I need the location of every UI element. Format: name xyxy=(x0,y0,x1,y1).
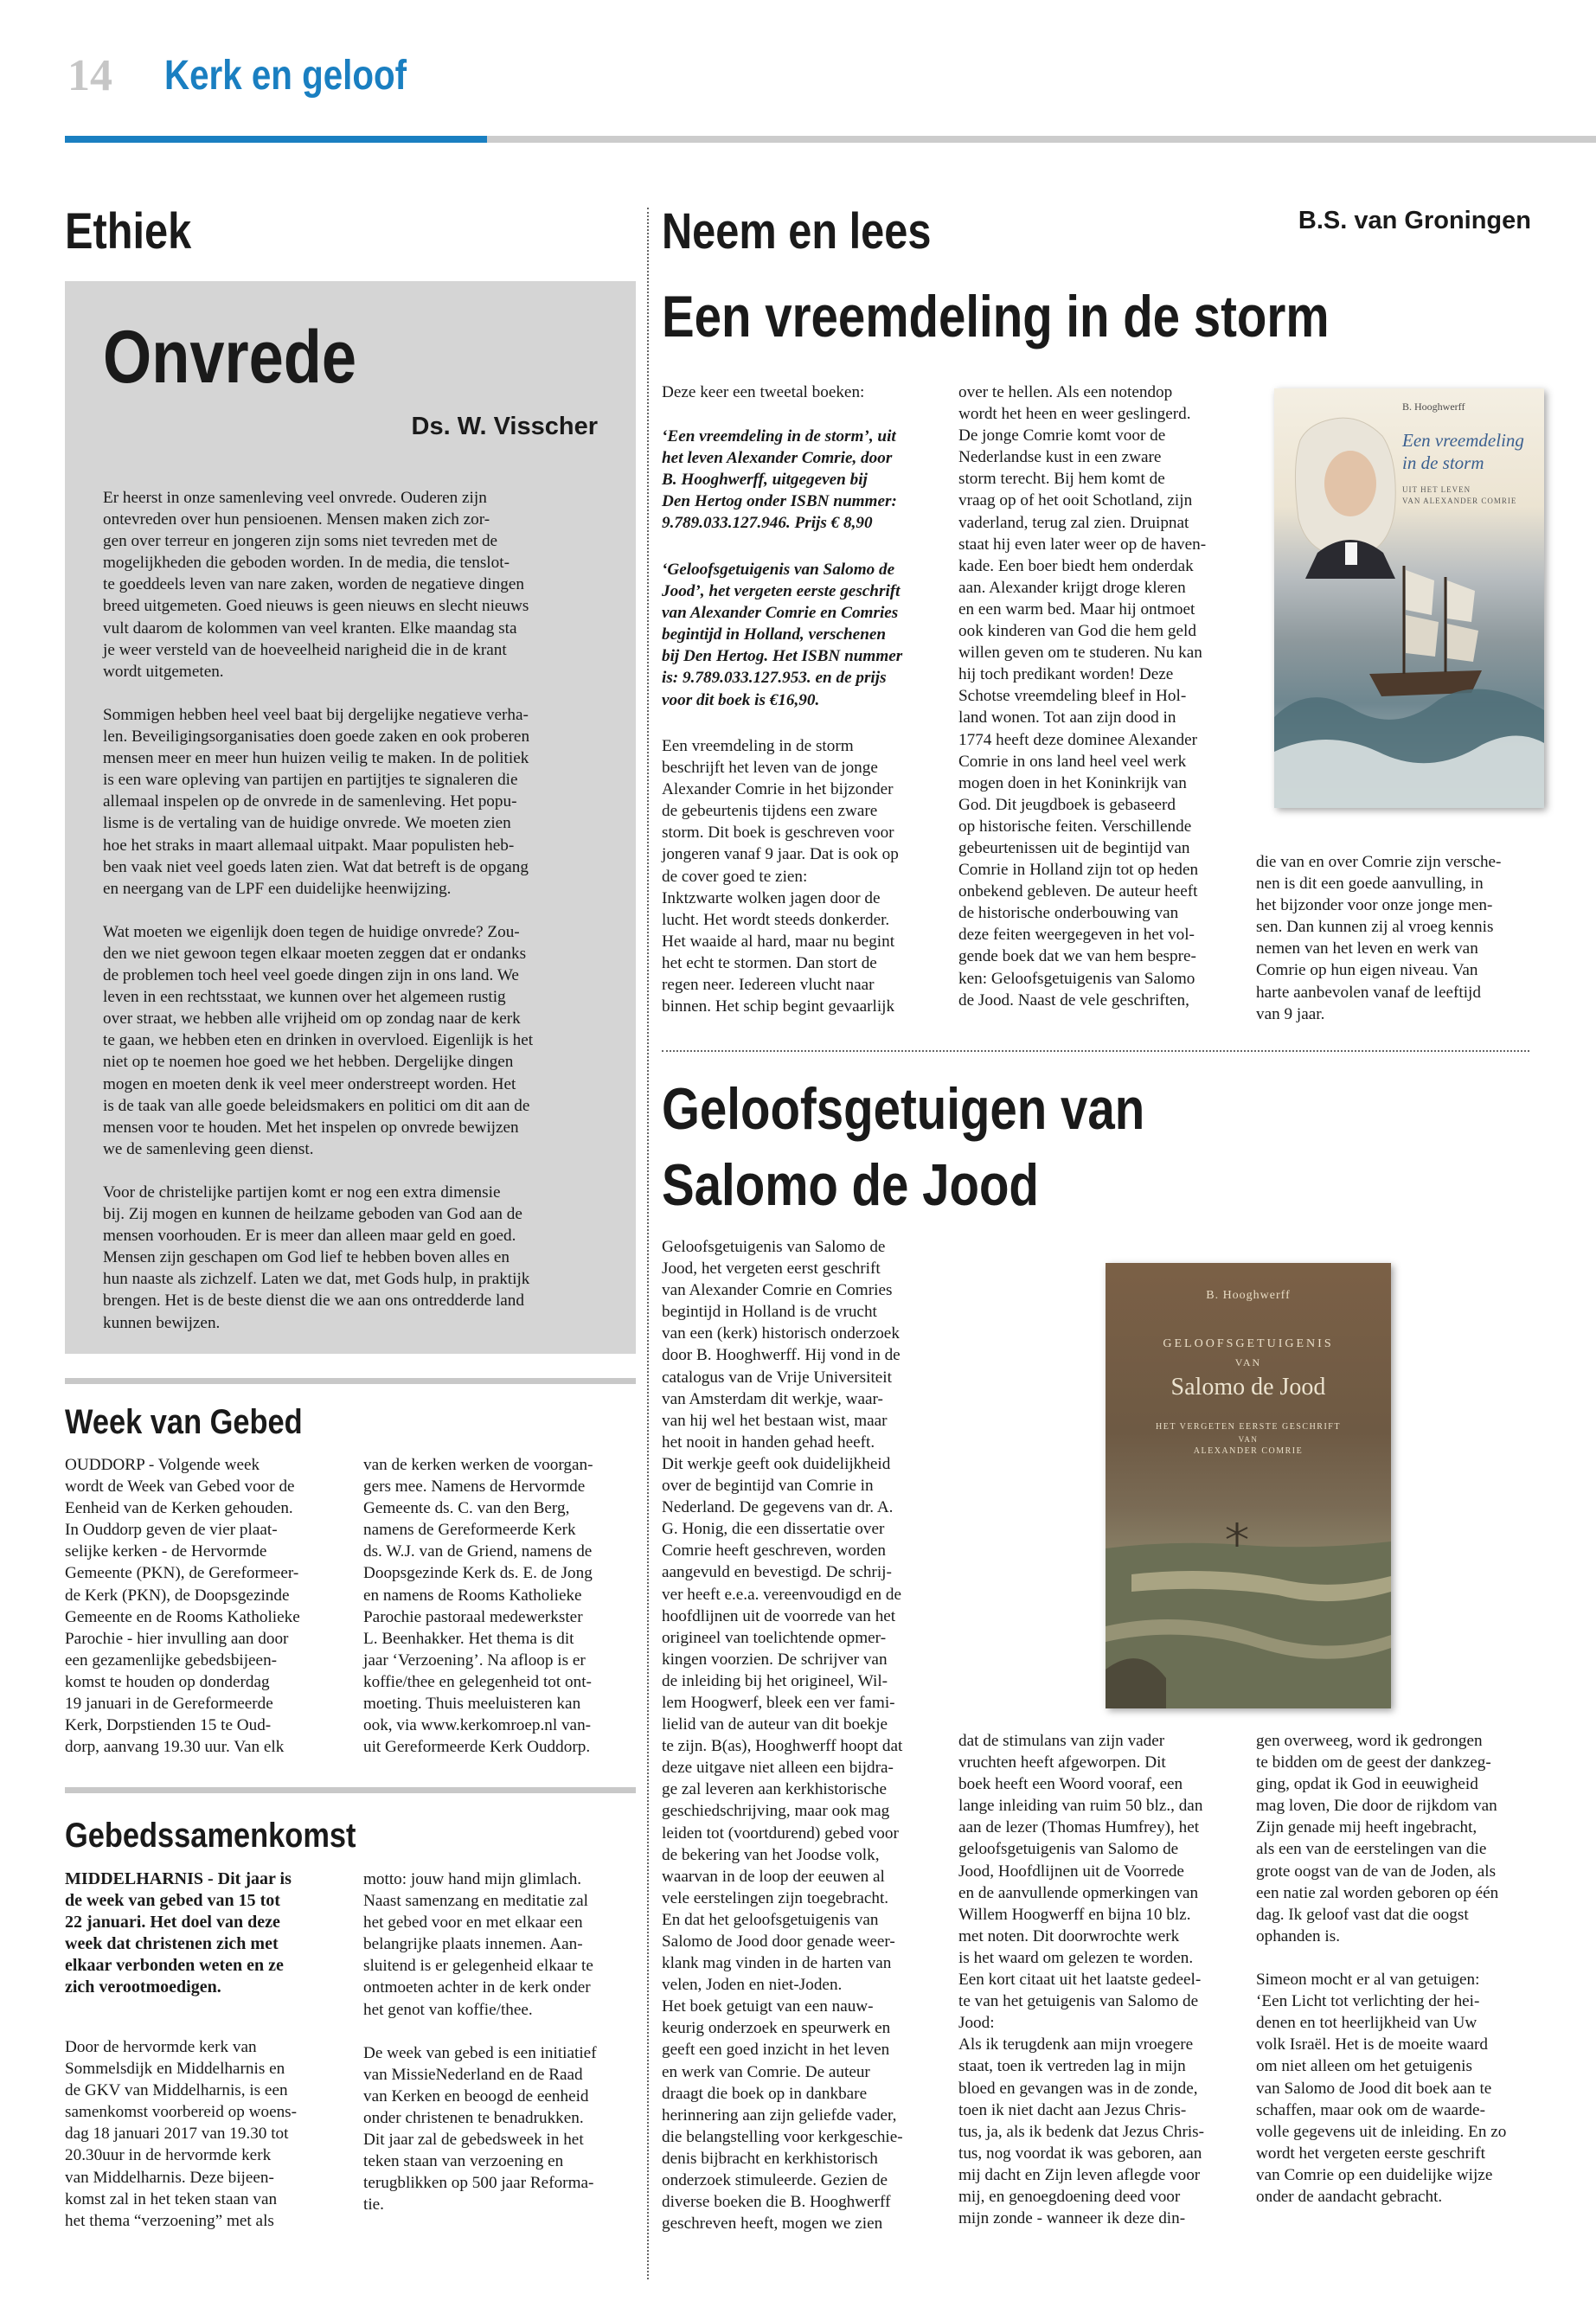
cover-sub-line3: ALEXANDER COMRIE xyxy=(1193,1446,1304,1456)
ethiek-author: Ds. W. Visscher xyxy=(411,413,598,440)
week-van-gebed-col1: OUDDORP - Volgende week wordt de Week van Gebed voor de Eenheid van de Kerken gehouden. In Ouddorp geven de vier plaat- selijke kerken - de Hervormde Gemeente (PKN), de Gereformeer- de Kerk (PKN), de Doopsgezinde Gemeente en de Rooms Katholieke Parochie - hier invulling aan door een gezamenlijke gebedsbijeen- komst te houden op donderdag 19 januari in de Gereformeerde Kerk, Dorpstienden 15 te Oud- dorp, aanvang 19.30 uur. Van elk xyxy=(65,1456,300,1757)
cover-author: B. Hooghwerff xyxy=(1206,1289,1291,1302)
neem-en-lees-col3: die van en over Comrie zijn versche- nen is dit een goede aanvulling, in het bijzonder voor onze jonge men- sen. Dan kunnen zij al vroeg kennis nemen van het leven en werk van Comrie op hun eigen niveau. Van harte aanbevolen vanaf de leeftijd van 9 jaar. xyxy=(1256,853,1502,1023)
column-divider xyxy=(647,208,649,2279)
cover-sub-line2: VAN xyxy=(1238,1435,1259,1444)
salomo-col2: dat de stimulans van zijn vader vruchten heeft afgeworpen. Dit boek heeft een Woord vooraf, een lange inleiding van ruim 50 blz., dan aan de lezer (Thomas Humfrey), het geloofsgetuigenis van Salomo de Jood, Hoofdlijnen uit de Voorrede en de aanvullende opmerkingen van Willem Hoogwerff en bijna 10 blz. met noten. Dit doorwrochte werk is het waard om gelezen te worden. Een kort citaat uit het laatste gedeel- te van het getuigenis van Salomo de Jood: Als ik terugdenk aan mijn vroegere staat, toen ik vertreden lag in mijn bloed en gevangen was in de zonde, toen ik niet dacht aan Jezus Chris- tus, ja, als ik bedenk dat Jezus Chris- tus, nog voordat ik was geboren, aan mij dacht en Zijn leven aflegde voor mij, en genoegdoening deed voor mijn zonde - wanneer ik deze din- xyxy=(958,1732,1205,2228)
gebedssamenkomst-col1: Door de hervormde kerk van Sommelsdijk en Middelharnis en de GKV van Middelharnis, is een samenkomst voorbereid op woens- dag 18 januari 2017 van 19.30 tot 20.30uur in de hervormde kerk van Middelharnis. Deze bijeen- komst zal in het teken staan van het thema “verzoening” met als xyxy=(65,2038,298,2230)
salomo-col3: gen overweeg, word ik gedrongen te bidden om de geest der dankzeg- ging, opdat ik God in eeuwigheid mag loven, Die door de rijkdom van Zijn genade mij heeft ingebracht, als een van de eerstelingen van die grote oogst van de van de Joden, als een natie zal worden geboren op één dag. Ik geloof vast dat die oogst ophanden is. Simeon mocht er al van getuigen: ‘Een Licht tot verlichting der hei- denen en tot heerlijkheid van Uw volk Israël. Het is de moeite waard om niet alleen om het getuigenis van Salomo de Jood dit boek aan te schaffen, maar ook om de waarde- volle gegevens uit de inleiding. En zo wordt het vergeten eerste geschrift van Comrie op een duidelijke wijze onder de aandacht gebracht. xyxy=(1256,1732,1507,2206)
week-van-gebed-col2: van de kerken werken de voorgan- gers mee. Namens de Hervormde Gemeente ds. C. van den Berg, namens de Gereformeerde Kerk ds. W.J. van de Griend, namens de Doopsgezinde Kerk ds. E. de Jong en namens de Rooms Katholieke Parochie pastoraal medewerkster L. Beenhakker. Het thema is dit jaar ‘Verzoening’. Na afloop is er koffie/thee en gelegenheid tot ont- moeting. Thuis meeluisteren kan ook, via www.kerkomroep.nl van- uit Gereformeerde Kerk Ouddorp. xyxy=(363,1456,593,1757)
neem-en-lees-label: Neem en lees xyxy=(662,203,932,260)
page-number: 14 xyxy=(67,51,112,100)
section-divider xyxy=(65,1787,636,1793)
gebedssamenkomst-title: Gebedssamenkomst xyxy=(65,1817,356,1855)
book-cover-salomo xyxy=(1106,1263,1391,1708)
neem-en-lees-col1: Een vreemdeling in de storm beschrijft het leven van de jonge Alexander Comrie in het bijzonder de gebeurtenis tijdens een zware storm. Dit boek is geschreven voor jongeren vanaf 9 jaar. Dat is ook op de cover goed te zien: Inktzwarte wolken jagen door de lucht. Het wordt steeds donkerder. Het waaide al hard, maar nu begint het echt te stormen. Dan stort de regen neer. Iedereen vlucht naar binnen. Het schip begint gevaarlijk xyxy=(662,737,899,1016)
landscape-illustration xyxy=(1106,1263,1391,1708)
cover-title: Salomo de Jood xyxy=(1170,1374,1326,1400)
neem-en-lees-title: Een vreemdeling in de storm xyxy=(662,284,1330,349)
cover-title-line2: in de storm xyxy=(1402,452,1484,473)
book2-info: ‘Geloofsgetuigenis van Salomo de Jood’, het vergeten eerste geschrift van Alexander Comrie en Comries begintijd in Holland, verschenen bij Den Hertog. Het ISBN nummer is: 9.789.033.127.953. en de prijs voor dit boek is €16,90. xyxy=(662,561,903,709)
ship-image xyxy=(1274,566,1544,808)
header-accent-bar xyxy=(65,136,487,143)
section-title: Kerk en geloof xyxy=(164,53,407,99)
section-divider xyxy=(65,1378,636,1384)
salomo-title-line2: Salomo de Jood xyxy=(662,1152,1039,1218)
salomo-col1: Geloofsgetuigenis van Salomo de Jood, het vergeten eerst geschrift van Alexander Comrie en Comries begintijd in Holland is de vrucht van een (kerk) historisch onderzoek door B. Hooghwerff. Hij vond in de catalogus van de Vrije Universiteit van Amsterdam dit werkje, waar- van hij wel het bestaan wist, maar het nooit in handen gehad heeft. Dit werkje geeft ook duidelijkheid over de begintijd van Comrie in Nederland. De gegevens van dr. A. G. Honig, die een dissertatie over Comrie heeft geschreven, worden aangevuld en bevestigd. De schrij- ver heeft e.e.a. vereenvoudigd en de hoofdlijnen uit de voorrede van het origineel van toelichtende opmer- kingen voorzien. De schrijver van de inleiding bij het origineel, Wil- lem Hoogwerf, bleek een ver fami- lielid van de auteur van dit boekje te zijn. B(as), Hooghwerff hoopt dat deze uitgave niet alleen een bijdra- ge zal leveren aan kerkhistorische geschiedschrijving, maar ook mag leiden tot (voortdurend) gebed voor de bekering van het Joodse volk, waarvan in de loop der eeuwen al vele eerstelingen zijn toegebracht. En dat het geloofsgetuigenis van Salomo de Jood door genade weer- klank mag vinden in de harten van velen, Joden en niet-Joden. Het boek getuigt van een nauw- keurig onderzoek en speurwerk en geeft een goed inzicht in het leven en werk van Comrie. De auteur draagt die boek op in dankbare herinnering aan zijn geliefde vader, die belangstelling voor kerkgeschie- denis bijbracht en kerkhistorisch onderzoek stimuleerde. Gezien de diverse boeken die B. Hooghwerff geschreven heeft, mogen we zien xyxy=(662,1238,903,2234)
gebedssamenkomst-col2: motto: jouw hand mijn glimlach. Naast samenzang en meditatie zal het gebed voor en met elkaar een belangrijke plaats innemen. Aan- sluitend is er gelegenheid elkaar te ontmoeten achter in de kerk onder het genot van koffie/thee. De week van gebed is een initiatief van MissieNederland en de Raad van Kerken en beoogd de eenheid onder christenen te benadrukken. Dit jaar zal de gebedsweek in het teken staan van verzoening en terugblikken op 500 jaar Reforma- tie. xyxy=(363,1870,597,2214)
ethiek-label: Ethiek xyxy=(65,203,192,260)
ethiek-body: Er heerst in onze samenleving veel onvrede. Ouderen zijn ontevreden over hun pensioenen. Mensen maken zich zor- gen over terreur en jongeren zijn soms niet tevreden met de mogelijkheden die geboden worden. In de media, die tenslot- te goeddeels leven van nare zaken, worden de negatieve dingen breed uitgemeten. Goed nieuws is geen nieuws en slecht nieuws vult daarom de kolommen van veel kranten. Elke maandag sta je weer versteld van de hoeveelheid narigheid die in de krant wordt uitgemeten. Sommigen hebben heel veel baat bij dergelijke negatieve verha- len. Beveiligingsorganisaties doen goede zaken en ook proberen mensen meer en meer hun huizen veilig te maken. In de politiek is een ware opleving van partijen en partijtjes te signaleren die allemaal inspelen op de onvrede in de samenleving. Het popu- lisme is de vertaling van de huidige onvrede. We moeten zien hoe het straks in maart allemaal uitpakt. Maar populisten heb- ben vaak niet veel goeds laten zien. Wat dat betreft is de opgang en neergang van de LPF een duidelijke heenwijzing. Wat moeten we eigenlijk doen tegen de huidige onvrede? Zou- den we niet gewoon tegen elkaar moeten zeggen dat er ondanks de problemen toch heel veel goede dingen zijn in ons land. We leven in een rechtsstaat, we kunnen over het algemeen rustig over straat, we hebben alle vrijheid om op zondag naar de kerk te gaan, we hebben eten en drinken in overvloed. Eigenlijk is het niet op te noemen hoe goed we het hebben. Dergelijke dingen mogen en moeten denk ik veel meer onderstreept worden. Het is de taak van alle goede beleidsmakers en politici om dit aan de mensen voor te houden. Met het inspelen op onvrede bewijzen we de samenleving geen dienst. Voor de christelijke partijen komt er nog een extra dimensie bij. Zij mogen en kunnen de heilzame geboden van God aan de mensen voorhouden. Er is meer dan alleen maar geld en goed. Mensen zijn geschapen om God lief te hebben boven alles en hun naaste als zichzelf. Laten we dat, met Gods hulp, in praktijk brengen. Het is de beste dienst die we aan ons ontredderde land kunnen bewijzen. xyxy=(103,489,534,1332)
neem-en-lees-col2: over te hellen. Als een notendop wordt het heen en weer geslingerd. De jonge Comrie komt voor de Nederlandse kust in een zware storm terecht. Bij hem komt de vraag op of het ooit Schotland, zijn vaderland, terug zal zien. Druipnat staat hij even later weer op de haven- kade. Een boer biedt hem onderdak aan. Alexander krijgt droge kleren en een warm bed. Maar hij ontmoet ook kinderen van God die hem geld willen geven om te studeren. Nu kan hij toch predikant worden! Deze Schotse vreemdeling bleef in Hol- land wonen. Tot aan zijn dood in 1774 heeft deze dominee Alexander Comrie in ons land heel veel werk mogen doen in het Koninkrijk van God. Dit jeugdboek is gebaseerd op historische feiten. Verschillende gebeurtenissen uit de begintijd van Comrie in Holland zijn tot op heden onbekend gebleven. De auteur heeft de historische onderbouwing van deze feiten weergegeven in het vol- gende boek dat we van hem bespre- ken: Geloofsgetuigenis van Salomo de Jood. Naast de vele geschriften, xyxy=(958,383,1207,1009)
page-header xyxy=(0,0,1596,147)
cover-illustration xyxy=(1274,388,1544,808)
ethiek-box xyxy=(65,281,636,1354)
book-cover-vreemdeling xyxy=(1274,388,1544,808)
cover-van: VAN xyxy=(1234,1356,1262,1368)
gebedssamenkomst-lead: MIDDELHARNIS - Dit jaar is de week van gebed van 15 tot 22 januari. Het doel van deze week dat christenen zich met elkaar verbonden weten en ze zich verootmoedigen. xyxy=(65,1869,292,1997)
cover-title-line1: Een vreemdeling xyxy=(1402,430,1524,451)
portrait-image xyxy=(1295,418,1395,579)
cover-sub-line2: VAN ALEXANDER COMRIE xyxy=(1402,497,1517,505)
week-van-gebed-title: Week van Gebed xyxy=(65,1403,303,1441)
cover-sub-line1: UIT HET LEVEN xyxy=(1402,485,1471,494)
ethiek-title: Onvrede xyxy=(103,316,357,399)
cover-top: GELOOFSGETUIGENIS xyxy=(1163,1337,1334,1350)
book1-info: ‘Een vreemdeling in de storm’, uit het leven Alexander Comrie, door B. Hooghwerff, uitgegeven bij Den Hertog onder ISBN nummer: 9.789.033.127.946. Prijs € 8,90 xyxy=(662,427,897,533)
salomo-title-line1: Geloofsgetuigen van xyxy=(662,1076,1145,1142)
neem-en-lees-intro: Deze keer een tweetal boeken: xyxy=(662,383,865,401)
header-gray-bar xyxy=(487,136,1596,143)
cover-sub-line1: HET VERGETEN EERSTE GESCHRIFT xyxy=(1156,1422,1341,1432)
section-divider-dotted xyxy=(662,1050,1529,1052)
cover-author: B. Hooghwerff xyxy=(1402,401,1465,413)
neem-en-lees-byline: B.S. van Groningen xyxy=(1298,207,1531,234)
